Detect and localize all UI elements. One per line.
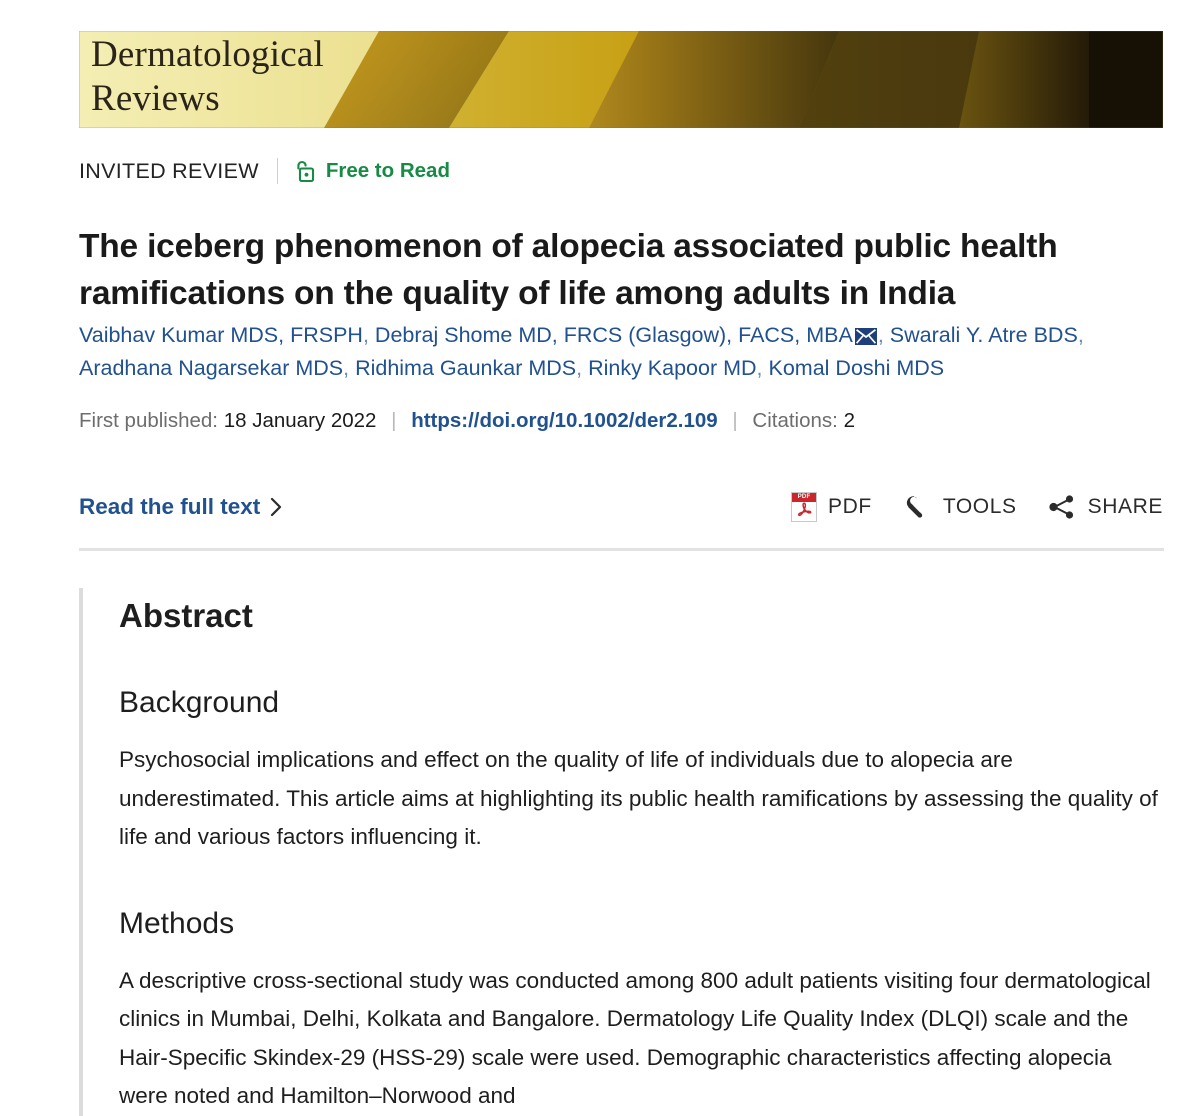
meta-divider <box>277 158 278 184</box>
pubinfo-separator-2: | <box>732 409 738 432</box>
pubinfo-separator-1: | <box>391 409 397 432</box>
share-button[interactable] <box>1047 493 1163 521</box>
author-list: Vaibhav Kumar MDS, FRSPH, Debraj Shome MD, FRCS (Glasgow), FACS, MBA , Swarali Y. Atre BDS, Aradhana Nagarsekar MDS, Ridhima Gaunkar MDS, Rinky Kapoor MD, Komal Doshi MDS <box>79 323 1084 380</box>
author-link[interactable]: Rinky Kapoor MD <box>588 356 757 380</box>
citations-count: 2 <box>843 409 855 432</box>
abstract-heading: Abstract <box>119 597 253 634</box>
doi-link[interactable]: https://doi.org/10.1002/der2.109 <box>411 409 718 432</box>
journal-title-line2: Reviews <box>91 78 220 119</box>
citations-label: Citations: <box>752 409 838 432</box>
article-action-bar <box>791 492 1163 522</box>
article-meta-row <box>79 155 450 187</box>
first-published-date: 18 January 2022 <box>223 409 377 432</box>
first-published-label: First published: <box>79 409 219 432</box>
open-padlock-icon <box>296 159 317 183</box>
journal-banner <box>79 31 1163 128</box>
author-link[interactable]: Komal Doshi MDS <box>768 356 945 380</box>
tools-label: TOOLS <box>942 495 1017 518</box>
article-type-label: INVITED REVIEW <box>79 158 259 183</box>
abstract-methods-heading: Methods <box>119 906 235 940</box>
journal-title <box>91 33 324 121</box>
pdf-icon-badge: PDF <box>792 493 816 502</box>
pdf-icon <box>791 492 817 522</box>
read-full-text-label: Read the full text <box>79 494 261 519</box>
pdf-label: PDF <box>828 495 872 518</box>
author-link[interactable]: Debraj Shome MD, FRCS (Glasgow), FACS, MBA <box>374 323 853 347</box>
author-link[interactable]: Aradhana Nagarsekar MDS <box>79 356 344 380</box>
publication-info <box>79 406 855 436</box>
free-to-read-badge <box>296 159 450 183</box>
abstract-background-text: Psychosocial implications and effect on the quality of life of individuals due to alopecia are underestimated. This article aims at highlighting its public health ramifications by assessing the quality of life and various factors influencing it. <box>119 747 1158 849</box>
abstract-background-heading: Background <box>119 686 280 719</box>
section-divider <box>79 548 1164 551</box>
acrobat-swirl-icon <box>795 501 813 519</box>
author-link[interactable]: Swarali Y. Atre BDS <box>889 323 1078 347</box>
wrench-icon <box>902 492 932 522</box>
article-title: The iceberg phenomenon of alopecia associated public health ramifications on the quality of life among adults in India <box>79 228 1058 313</box>
free-to-read-label: Free to Read <box>325 159 450 182</box>
author-link[interactable]: Ridhima Gaunkar MDS <box>355 356 577 380</box>
tools-button[interactable] <box>902 492 1017 522</box>
chevron-right-icon <box>270 497 283 517</box>
share-label: SHARE <box>1087 495 1163 518</box>
abstract-section <box>79 588 1164 1116</box>
read-full-text-link[interactable] <box>79 494 283 520</box>
abstract-methods-text: A descriptive cross-sectional study was conducted among 800 adult patients visiting four dermatological clinics in Mumbai, Delhi, Kolkata and Bangalore. Dermatology Life Quality Index (DLQI) scale and the Hair-Specific Skindex-29 (HSS-29) scale were used. Demographic characteristics affecting alopecia were noted and Hamilton–Norwood and <box>119 967 1151 1108</box>
journal-title-line1: Dermatological <box>91 34 324 75</box>
pdf-button[interactable] <box>791 492 872 522</box>
author-link[interactable]: Vaibhav Kumar MDS, FRSPH <box>79 323 363 347</box>
envelope-icon[interactable] <box>855 328 877 345</box>
share-nodes-icon <box>1047 493 1077 521</box>
